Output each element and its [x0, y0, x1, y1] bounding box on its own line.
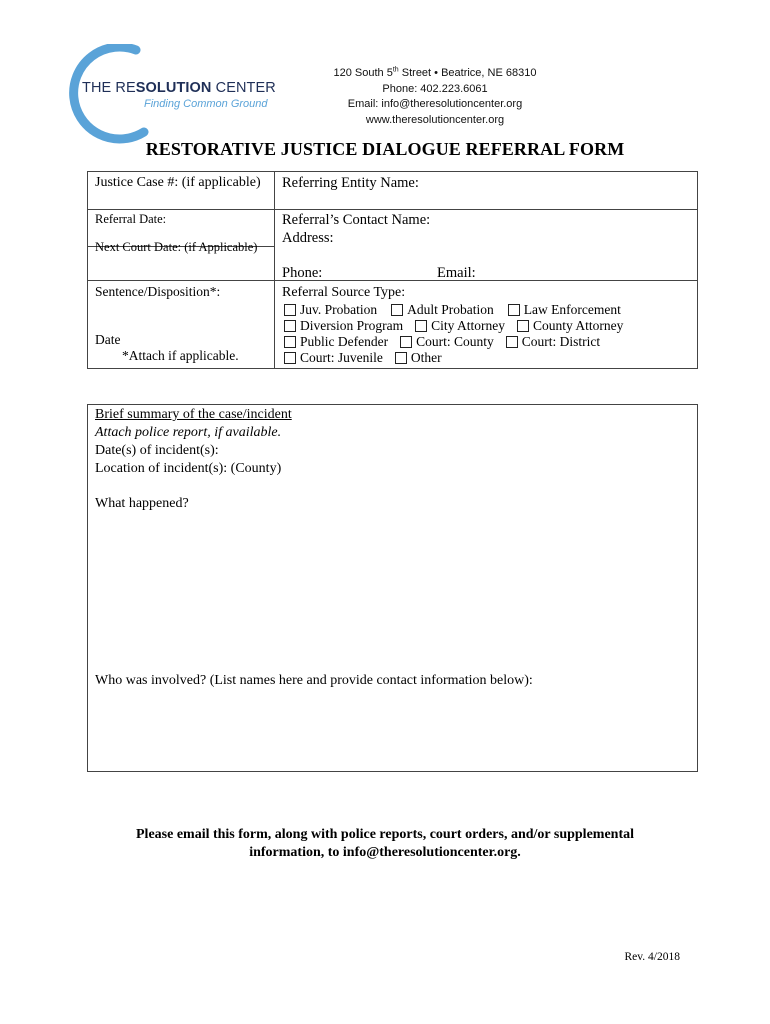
- referring-entity-label: Referring Entity Name:: [282, 175, 419, 191]
- source-option[interactable]: Court: District: [506, 334, 600, 350]
- address-block: [330, 66, 540, 128]
- checkbox[interactable]: [284, 320, 296, 332]
- source-row: [284, 350, 454, 366]
- source-type-label: Referral Source Type:: [282, 285, 406, 300]
- source-option[interactable]: City Attorney: [415, 318, 505, 334]
- row-divider: [88, 209, 697, 210]
- address-label: Address:: [282, 230, 334, 246]
- contact-name-label: Referral’s Contact Name:: [282, 212, 431, 228]
- checkbox[interactable]: [284, 304, 296, 316]
- incident-dates-label: Date(s) of incident(s):: [95, 443, 219, 458]
- address-email: Email: info@theresolutioncenter.org: [347, 98, 523, 110]
- justice-case-label: Justice Case #: (if applicable): [95, 175, 261, 190]
- attach-note: *Attach if applicable.: [122, 348, 239, 363]
- checkbox[interactable]: [400, 336, 412, 348]
- source-option[interactable]: Diversion Program: [284, 318, 403, 334]
- checkbox[interactable]: [415, 320, 427, 332]
- source-option[interactable]: Law Enforcement: [508, 302, 621, 318]
- checkbox[interactable]: [284, 336, 296, 348]
- checkbox[interactable]: [395, 352, 407, 364]
- date-label: Date: [95, 332, 121, 347]
- source-option[interactable]: Court: Juvenile: [284, 350, 383, 366]
- address-street: 120 South 5th Street • Beatrice, NE 68310: [333, 66, 537, 79]
- incident-location-label: Location of incident(s): (County): [95, 461, 282, 476]
- sentence-label: Sentence/Disposition*:: [95, 284, 221, 299]
- source-row: [284, 334, 612, 350]
- checkbox[interactable]: [508, 304, 520, 316]
- footer-line: information, to info@theresolutioncenter.org.: [249, 845, 521, 860]
- column-divider: [274, 172, 275, 369]
- phone-label: Phone:: [282, 265, 323, 281]
- summary-heading: Brief summary of the case/incident: [95, 407, 292, 422]
- checkbox[interactable]: [506, 336, 518, 348]
- address-website: www.theresolutioncenter.org: [365, 113, 505, 126]
- logo: [58, 44, 278, 144]
- referral-date-label: Referral Date:: [95, 212, 167, 226]
- source-row: [284, 302, 633, 318]
- source-option[interactable]: Court: County: [400, 334, 494, 350]
- who-involved-label: Who was involved? (List names here and provide contact information below):: [95, 673, 533, 688]
- what-happened-label: What happened?: [95, 496, 189, 511]
- case-summary-box: [87, 404, 698, 772]
- source-option[interactable]: Adult Probation: [391, 302, 494, 318]
- logo-name: THE RESOLUTION CENTER: [82, 80, 276, 96]
- checkbox[interactable]: [284, 352, 296, 364]
- checkbox[interactable]: [391, 304, 403, 316]
- email-label: Email:: [437, 265, 476, 281]
- referral-info-table: [87, 171, 698, 369]
- source-option[interactable]: Public Defender: [284, 334, 388, 350]
- revision-label: Rev. 4/2018: [624, 951, 680, 963]
- row-divider: [88, 280, 697, 281]
- source-option[interactable]: County Attorney: [517, 318, 623, 334]
- footer-line: Please email this form, along with police reports, court orders, and/or supplemental: [136, 827, 634, 842]
- form-title: RESTORATIVE JUSTICE DIALOGUE REFERRAL FORM: [145, 139, 625, 159]
- next-court-date-label: Next Court Date: (if Applicable): [95, 240, 258, 254]
- address-phone: Phone: 402.223.6061: [382, 82, 488, 95]
- source-option[interactable]: Other: [395, 350, 442, 366]
- footer-instructions: [0, 826, 770, 862]
- logo-tagline: Finding Common Ground: [144, 98, 268, 110]
- source-option[interactable]: Juv. Probation: [284, 302, 377, 318]
- source-row: [284, 318, 635, 334]
- checkbox[interactable]: [517, 320, 529, 332]
- attach-police-report-note: Attach police report, if available.: [95, 425, 282, 440]
